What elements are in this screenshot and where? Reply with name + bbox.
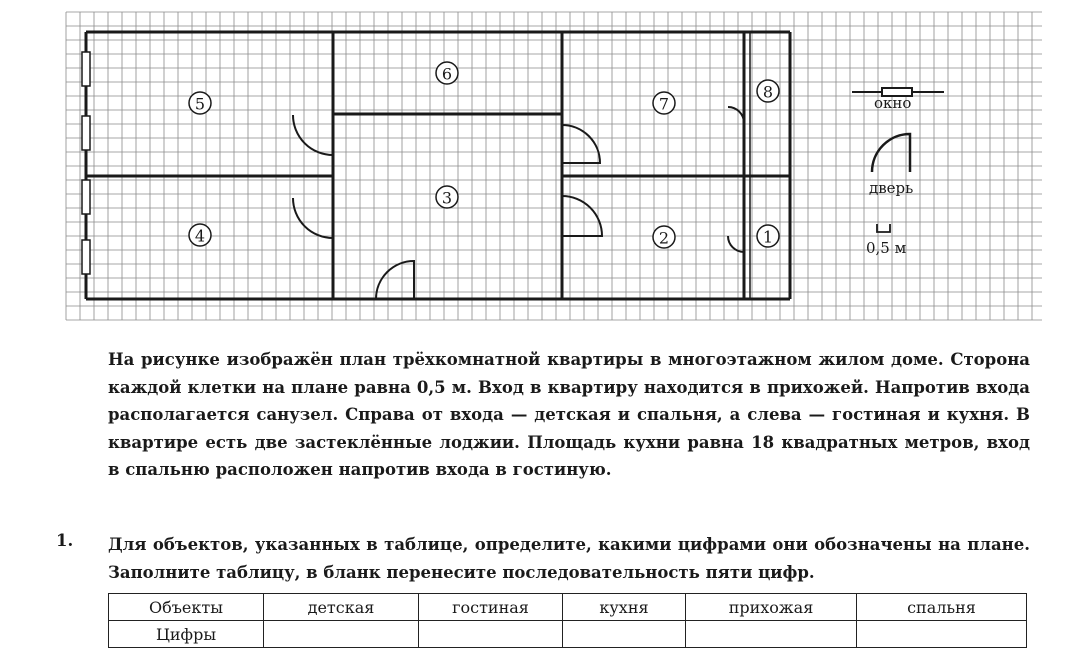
door-mark: [728, 107, 744, 123]
door-mark: [562, 125, 600, 163]
door-label: дверь: [869, 179, 914, 197]
task-text: Для объектов, указанных в таблице, определите, какими цифрами они обозначены на плане. Заполните таблицу, в бланк перенесите последовательность пяти цифр.: [108, 535, 1030, 582]
door-mark: [562, 196, 602, 236]
room-label-1: [757, 225, 779, 247]
window-mark: [82, 240, 90, 274]
answer-cell[interactable]: [264, 621, 419, 648]
room-numbers: [189, 62, 779, 248]
room-label-4: [189, 224, 211, 246]
svg-text:1: 1: [762, 227, 774, 247]
svg-text:5: 5: [194, 94, 206, 114]
svg-text:2: 2: [658, 228, 670, 248]
objects-header: Объекты: [109, 594, 264, 621]
room-label-2: [653, 226, 675, 248]
object-cell: гостиная: [419, 594, 563, 621]
answer-cell[interactable]: [419, 621, 563, 648]
answer-table: [108, 593, 1027, 648]
table-answer-row: [109, 621, 1027, 648]
object-cell: детская: [264, 594, 419, 621]
object-cell: кухня: [563, 594, 686, 621]
plan-grid: [66, 12, 1042, 320]
scale-label: 0,5 м: [866, 239, 907, 257]
plan-doors: [293, 107, 744, 299]
window-label: окно: [874, 94, 912, 112]
svg-text:4: 4: [194, 226, 206, 246]
answer-cell[interactable]: [686, 621, 857, 648]
door-mark: [376, 261, 414, 299]
answer-cell[interactable]: [563, 621, 686, 648]
room-label-3: [436, 186, 458, 208]
task-number: 1.: [56, 531, 74, 550]
room-label-7: [653, 92, 675, 114]
svg-text:6: 6: [441, 64, 453, 84]
room-label-6: [436, 62, 458, 84]
answer-cell[interactable]: [857, 621, 1027, 648]
svg-text:3: 3: [441, 188, 453, 208]
room-label-8: [757, 80, 779, 102]
scale-legend-icon: [877, 224, 890, 232]
door-mark: [293, 198, 333, 238]
plan-legend: [852, 88, 944, 257]
table-header-row: [109, 594, 1027, 621]
task-description: На рисунке изображён план трёхкомнатной квартиры в многоэтажном жилом доме. Сторона каждой клетки на плане равна 0,5 м. Вход в квартиру находится в прихожей. Напротив входа располагается санузел. Справа от входа — детская и спальня, а слева — гостиная и кухня. В квартире есть две застеклённые лоджии. Площадь кухни равна 18 квадратных метров, вход в спальню расположен напротив входа в гостиную.: [108, 350, 1030, 479]
window-mark: [82, 180, 90, 214]
window-mark: [82, 116, 90, 150]
svg-text:8: 8: [762, 82, 774, 102]
room-label-5: [189, 92, 211, 114]
object-cell: спальня: [857, 594, 1027, 621]
svg-text:7: 7: [658, 94, 670, 114]
window-mark: [82, 52, 90, 86]
door-mark: [293, 115, 333, 155]
object-cell: прихожая: [686, 594, 857, 621]
digits-header: Цифры: [109, 621, 264, 648]
